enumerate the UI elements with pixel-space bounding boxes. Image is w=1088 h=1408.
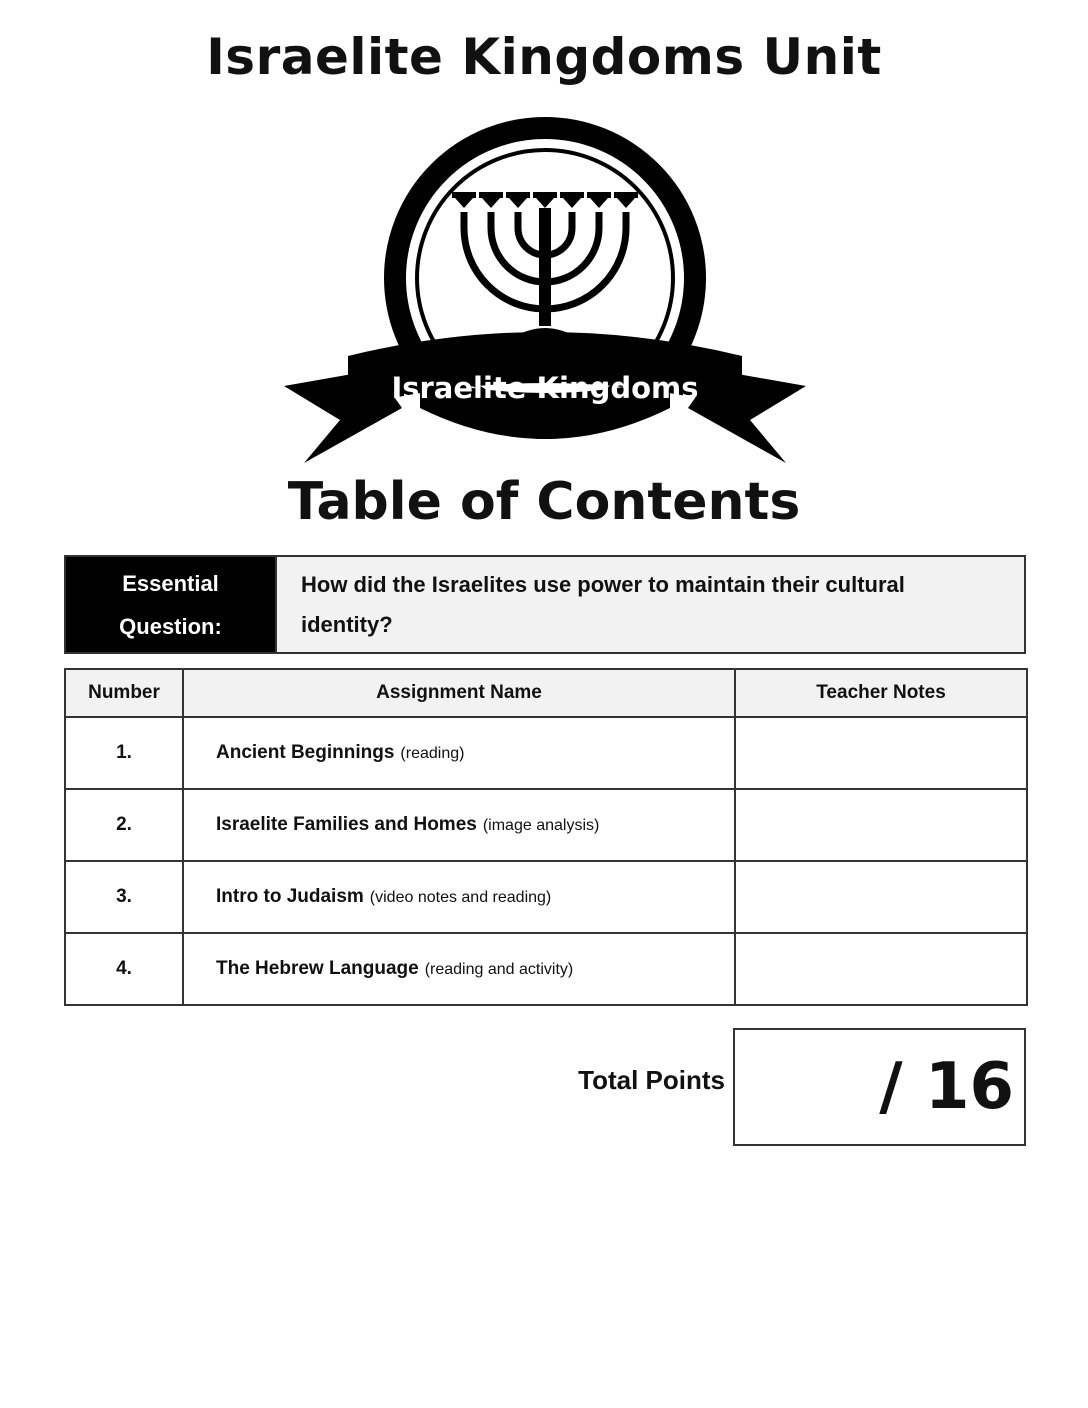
row-teacher-notes[interactable] bbox=[735, 717, 1027, 789]
header-assignment: Assignment Name bbox=[183, 669, 735, 717]
row-assignment bbox=[183, 933, 735, 1005]
row-number: 2. bbox=[65, 789, 183, 861]
total-points-value: / 16 bbox=[879, 1050, 1014, 1124]
table-row bbox=[65, 861, 1027, 933]
row-teacher-notes[interactable] bbox=[735, 789, 1027, 861]
row-number: 1. bbox=[65, 717, 183, 789]
assignment-type: (image analysis) bbox=[482, 817, 600, 834]
header-number: Number bbox=[65, 669, 183, 717]
assignments-table bbox=[64, 668, 1028, 1006]
banner-text: Israelite Kingdoms bbox=[391, 371, 699, 405]
row-teacher-notes[interactable] bbox=[735, 933, 1027, 1005]
assignment-name: Ancient Beginnings bbox=[216, 742, 395, 763]
eq-label-line1: Essential bbox=[122, 570, 219, 596]
page-title: Israelite Kingdoms Unit bbox=[206, 28, 882, 86]
row-teacher-notes[interactable] bbox=[735, 861, 1027, 933]
logo-banner bbox=[284, 332, 806, 463]
total-points-label: Total Points bbox=[578, 1065, 725, 1095]
table-row bbox=[65, 717, 1027, 789]
row-assignment bbox=[183, 861, 735, 933]
assignment-name: The Hebrew Language bbox=[216, 958, 419, 979]
row-number: 3. bbox=[65, 861, 183, 933]
logo-emblem bbox=[280, 108, 810, 468]
toc-heading: Table of Contents bbox=[287, 472, 801, 532]
assignment-type: (reading) bbox=[400, 745, 465, 762]
table-row bbox=[65, 933, 1027, 1005]
assignment-type: (video notes and reading) bbox=[369, 889, 552, 906]
total-points-box[interactable] bbox=[733, 1028, 1026, 1146]
header-notes: Teacher Notes bbox=[735, 669, 1027, 717]
assignment-name: Intro to Judaism bbox=[216, 886, 364, 907]
row-number: 4. bbox=[65, 933, 183, 1005]
essential-question-text: How did the Israelites use power to maintain their cultural identity? bbox=[275, 557, 1024, 652]
table-header-row bbox=[65, 669, 1027, 717]
eq-label-line2: Question: bbox=[119, 613, 222, 639]
essential-question-label bbox=[66, 557, 275, 652]
assignment-name: Israelite Families and Homes bbox=[216, 814, 477, 835]
menorah-icon bbox=[452, 192, 638, 344]
assignment-type: (reading and activity) bbox=[424, 961, 574, 978]
row-assignment bbox=[183, 789, 735, 861]
table-row bbox=[65, 789, 1027, 861]
row-assignment bbox=[183, 717, 735, 789]
essential-question-box bbox=[64, 555, 1026, 654]
